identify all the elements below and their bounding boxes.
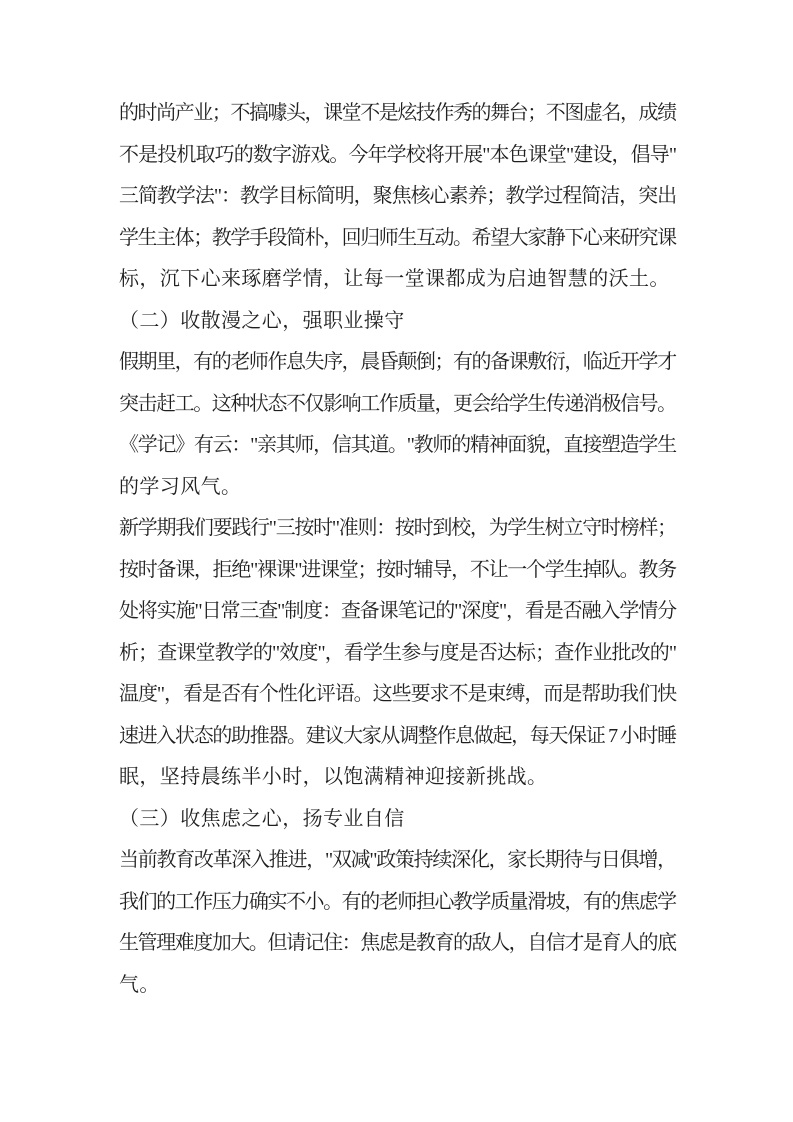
text-line: 眠，坚持晨练半小时，以饱满精神迎接新挑战。	[119, 766, 548, 788]
text-line: 按时备课，拒绝"裸课"进课堂；按时辅导，不让一个学生掉队。教务	[119, 558, 675, 581]
text-line: 突击赶工。这种状态不仅影响工作质量，更会给学生传递消极信号。	[119, 392, 675, 415]
text-line: 新学期我们要践行"三按时"准则：按时到校，为学生树立守时榜样；	[119, 517, 675, 539]
section-heading: （三）收焦虑之心，扬专业自信	[119, 807, 405, 830]
text-line: 气。	[119, 973, 160, 996]
text-line: 我们的工作压力确实不小。有的老师担心教学质量滑坡，有的焦虑学	[119, 890, 675, 913]
text-line: 速进入状态的助推器。建议大家从调整作息做起，每天保证 7 小时睡	[119, 724, 675, 747]
section-heading: （二）收散漫之心，强职业操守	[119, 309, 405, 332]
text-line: 三简教学法"：教学目标简明，聚焦核心素养；教学过程简洁，突出	[119, 185, 675, 207]
text-line: 当前教育改革深入推进，"双减"政策持续深化，家长期待与日俱增，	[119, 849, 675, 871]
text-line: 的时尚产业；不搞噱头，课堂不是炫技作秀的舞台；不图虚名，成绩	[119, 102, 675, 124]
text-line: 的学习风气。	[119, 475, 242, 498]
text-line: 处将实施"日常三查"制度：查备课笔记的"深度"，看是否融入学情分	[119, 600, 675, 622]
text-line: 温度"，看是否有个性化评语。这些要求不是束缚，而是帮助我们快	[119, 683, 675, 705]
text-line: 《学记》有云："亲其师，信其道。"教师的精神面貌，直接塑造学生	[119, 434, 675, 456]
document-body	[119, 93, 675, 1006]
text-line: 学生主体；教学手段简朴，回归师生互动。希望大家静下心来研究课	[119, 226, 675, 249]
text-line: 不是投机取巧的数字游戏。今年学校将开展"本色课堂"建设，倡导"	[119, 143, 675, 166]
text-line: 假期里，有的老师作息失序，晨昏颠倒；有的备课敷衍，临近开学才	[119, 351, 675, 373]
text-line: 生管理难度加大。但请记住：焦虑是教育的敌人，自信才是育人的底	[119, 932, 675, 954]
text-line: 析；查课堂教学的"效度"，看学生参与度是否达标；查作业批改的"	[119, 641, 675, 664]
text-line: 标，沉下心来琢磨学情，让每一堂课都成为启迪智慧的沃土。	[119, 268, 670, 290]
